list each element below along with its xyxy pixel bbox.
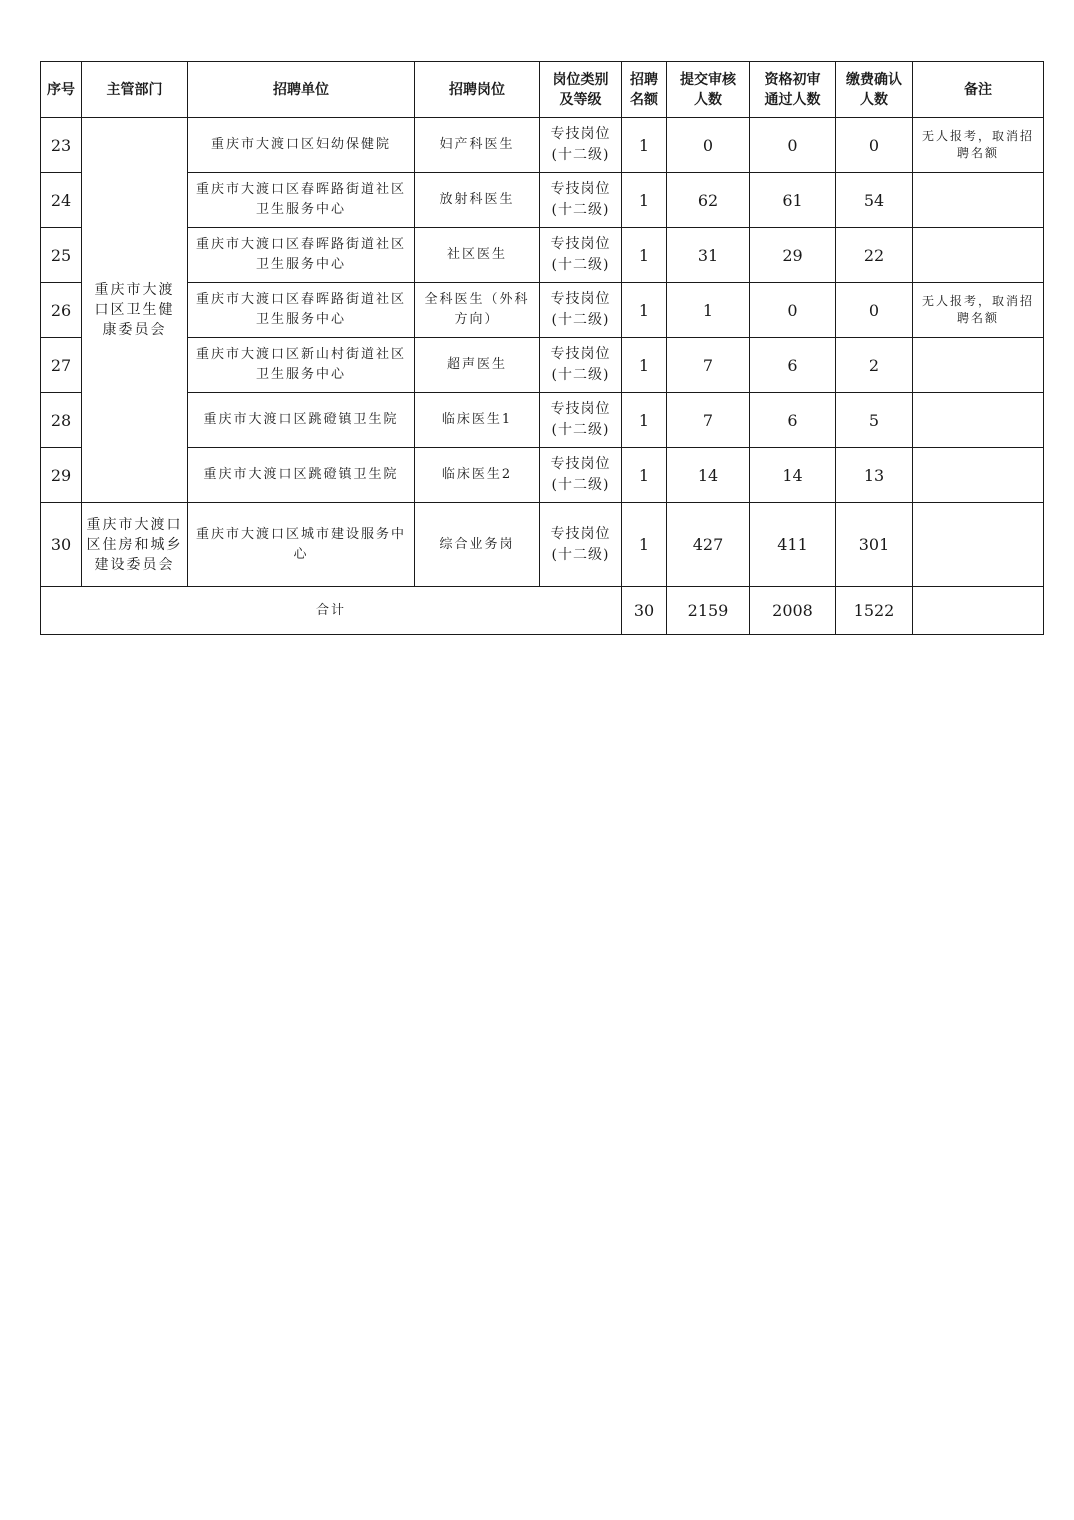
header-category: 岗位类别 及等级 bbox=[540, 62, 622, 118]
cell-paid: 0 bbox=[836, 283, 913, 338]
total-row bbox=[41, 587, 1044, 635]
cell-unit: 重庆市大渡口区春晖路街道社区卫生服务中心 bbox=[188, 173, 415, 228]
cell-seq: 23 bbox=[41, 118, 82, 173]
table-row bbox=[41, 448, 1044, 503]
cell-position: 临床医生2 bbox=[415, 448, 540, 503]
cell-paid: 0 bbox=[836, 118, 913, 173]
cell-paid: 2 bbox=[836, 338, 913, 393]
header-passed: 资格初审 通过人数 bbox=[750, 62, 836, 118]
cell-category: 专技岗位 (十二级) bbox=[540, 283, 622, 338]
table-row bbox=[41, 228, 1044, 283]
total-passed: 2008 bbox=[750, 587, 836, 635]
cell-quota: 1 bbox=[622, 448, 667, 503]
cell-unit: 重庆市大渡口区跳磴镇卫生院 bbox=[188, 448, 415, 503]
cell-passed: 14 bbox=[750, 448, 836, 503]
cell-submitted: 14 bbox=[667, 448, 750, 503]
cell-remark bbox=[913, 448, 1044, 503]
recruitment-table bbox=[40, 61, 1044, 635]
table-row bbox=[41, 503, 1044, 587]
cell-position: 全科医生（外科方向） bbox=[415, 283, 540, 338]
header-unit: 招聘单位 bbox=[188, 62, 415, 118]
header-remark: 备注 bbox=[913, 62, 1044, 118]
table-row bbox=[41, 393, 1044, 448]
table-row bbox=[41, 338, 1044, 393]
cell-quota: 1 bbox=[622, 173, 667, 228]
cell-remark bbox=[913, 338, 1044, 393]
header-paid: 缴费确认 人数 bbox=[836, 62, 913, 118]
cell-seq: 27 bbox=[41, 338, 82, 393]
cell-quota: 1 bbox=[622, 338, 667, 393]
cell-remark bbox=[913, 503, 1044, 587]
cell-remark bbox=[913, 173, 1044, 228]
cell-category: 专技岗位 (十二级) bbox=[540, 173, 622, 228]
cell-category: 专技岗位 (十二级) bbox=[540, 503, 622, 587]
cell-unit: 重庆市大渡口区跳磴镇卫生院 bbox=[188, 393, 415, 448]
cell-unit: 重庆市大渡口区春晖路街道社区卫生服务中心 bbox=[188, 283, 415, 338]
cell-unit: 重庆市大渡口区城市建设服务中心 bbox=[188, 503, 415, 587]
cell-submitted: 1 bbox=[667, 283, 750, 338]
cell-remark: 无人报考，取消招聘名额 bbox=[913, 283, 1044, 338]
cell-paid: 13 bbox=[836, 448, 913, 503]
header-submitted: 提交审核 人数 bbox=[667, 62, 750, 118]
header-seq: 序号 bbox=[41, 62, 82, 118]
cell-passed: 0 bbox=[750, 283, 836, 338]
cell-seq: 26 bbox=[41, 283, 82, 338]
cell-submitted: 0 bbox=[667, 118, 750, 173]
cell-paid: 54 bbox=[836, 173, 913, 228]
cell-position: 超声医生 bbox=[415, 338, 540, 393]
cell-position: 综合业务岗 bbox=[415, 503, 540, 587]
cell-unit: 重庆市大渡口区妇幼保健院 bbox=[188, 118, 415, 173]
cell-position: 放射科医生 bbox=[415, 173, 540, 228]
cell-passed: 6 bbox=[750, 338, 836, 393]
cell-quota: 1 bbox=[622, 503, 667, 587]
cell-seq: 24 bbox=[41, 173, 82, 228]
cell-paid: 22 bbox=[836, 228, 913, 283]
cell-passed: 61 bbox=[750, 173, 836, 228]
header-dept: 主管部门 bbox=[82, 62, 188, 118]
cell-seq: 29 bbox=[41, 448, 82, 503]
total-remark bbox=[913, 587, 1044, 635]
cell-quota: 1 bbox=[622, 283, 667, 338]
cell-dept: 重庆市大渡口区卫生健康委员会 bbox=[82, 118, 188, 503]
total-paid: 1522 bbox=[836, 587, 913, 635]
cell-category: 专技岗位 (十二级) bbox=[540, 118, 622, 173]
cell-seq: 25 bbox=[41, 228, 82, 283]
cell-category: 专技岗位 (十二级) bbox=[540, 338, 622, 393]
cell-quota: 1 bbox=[622, 228, 667, 283]
cell-category: 专技岗位 (十二级) bbox=[540, 228, 622, 283]
cell-seq: 30 bbox=[41, 503, 82, 587]
cell-position: 妇产科医生 bbox=[415, 118, 540, 173]
header-position: 招聘岗位 bbox=[415, 62, 540, 118]
cell-passed: 29 bbox=[750, 228, 836, 283]
cell-paid: 5 bbox=[836, 393, 913, 448]
cell-position: 社区医生 bbox=[415, 228, 540, 283]
cell-submitted: 7 bbox=[667, 393, 750, 448]
header-row bbox=[41, 62, 1044, 118]
cell-remark bbox=[913, 393, 1044, 448]
cell-submitted: 62 bbox=[667, 173, 750, 228]
cell-quota: 1 bbox=[622, 118, 667, 173]
total-quota: 30 bbox=[622, 587, 667, 635]
cell-quota: 1 bbox=[622, 393, 667, 448]
cell-paid: 301 bbox=[836, 503, 913, 587]
cell-category: 专技岗位 (十二级) bbox=[540, 448, 622, 503]
cell-unit: 重庆市大渡口区春晖路街道社区卫生服务中心 bbox=[188, 228, 415, 283]
cell-unit: 重庆市大渡口区新山村街道社区卫生服务中心 bbox=[188, 338, 415, 393]
cell-remark: 无人报考，取消招聘名额 bbox=[913, 118, 1044, 173]
cell-passed: 411 bbox=[750, 503, 836, 587]
cell-seq: 28 bbox=[41, 393, 82, 448]
table-row bbox=[41, 173, 1044, 228]
cell-submitted: 427 bbox=[667, 503, 750, 587]
cell-dept: 重庆市大渡口区住房和城乡建设委员会 bbox=[82, 503, 188, 587]
total-submitted: 2159 bbox=[667, 587, 750, 635]
cell-submitted: 31 bbox=[667, 228, 750, 283]
cell-passed: 6 bbox=[750, 393, 836, 448]
cell-passed: 0 bbox=[750, 118, 836, 173]
table-row bbox=[41, 118, 1044, 173]
table-row bbox=[41, 283, 1044, 338]
cell-position: 临床医生1 bbox=[415, 393, 540, 448]
cell-remark bbox=[913, 228, 1044, 283]
cell-category: 专技岗位 (十二级) bbox=[540, 393, 622, 448]
header-quota: 招聘 名额 bbox=[622, 62, 667, 118]
cell-submitted: 7 bbox=[667, 338, 750, 393]
total-label: 合计 bbox=[41, 587, 622, 635]
